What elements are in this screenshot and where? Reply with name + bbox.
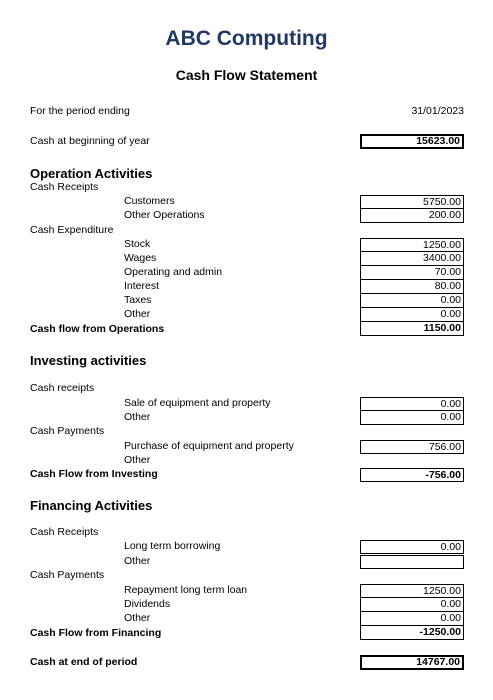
line-item-label: Other (124, 411, 151, 423)
line-item-label: Purchase of equipment and property (124, 440, 294, 452)
line-item-label: Other (124, 612, 151, 624)
company-name: ABC Computing (165, 27, 328, 50)
line-item-value: 0.00 (360, 540, 464, 554)
line-item-value: 0.00 (360, 411, 464, 425)
line-item-label: Other (124, 555, 151, 567)
period-label: For the period ending (30, 105, 130, 117)
line-item-value: 0.00 (360, 612, 464, 626)
financing-heading: Financing Activities (30, 498, 153, 513)
investing-payments-label: Cash Payments (30, 425, 105, 437)
line-item-value: 80.00 (360, 280, 464, 294)
operations-receipts-label: Cash Receipts (30, 181, 99, 193)
financing-total-label: Cash Flow from Financing (30, 627, 162, 639)
line-item-label: Customers (124, 195, 175, 207)
line-item-label: Repayment long term loan (124, 584, 248, 596)
closing-label: Cash at end of period (30, 656, 138, 668)
line-item-value: 1250.00 (360, 584, 464, 598)
financing-total-value: -1250.00 (360, 626, 464, 640)
operations-total-label: Cash flow from Operations (30, 323, 165, 335)
line-item-label: Dividends (124, 598, 171, 610)
investing-receipts-label: Cash receipts (30, 382, 95, 394)
period-value: 31/01/2023 (411, 105, 464, 117)
investing-heading: Investing activities (30, 353, 147, 368)
operations-heading: Operation Activities (30, 166, 153, 181)
opening-value: 15623.00 (360, 134, 464, 149)
closing-value: 14767.00 (360, 655, 464, 670)
financing-receipts-label: Cash Receipts (30, 526, 99, 538)
line-item-value: 756.00 (360, 440, 464, 454)
investing-total-value: -756.00 (360, 468, 464, 482)
line-item-label: Sale of equipment and property (124, 397, 271, 409)
line-item-label: Taxes (124, 294, 152, 306)
operations-expenditure-label: Cash Expenditure (30, 224, 114, 236)
investing-total-label: Cash Flow from Investing (30, 468, 158, 480)
line-item-label: Other Operations (124, 209, 205, 221)
operations-total-value: 1150.00 (360, 322, 464, 336)
line-item-value: 200.00 (360, 209, 464, 223)
line-item-value: 0.00 (360, 598, 464, 612)
line-item-label: Operating and admin (124, 266, 223, 278)
line-item-value: 0.00 (360, 308, 464, 322)
line-item-label: Wages (124, 252, 157, 264)
line-item-value: 70.00 (360, 266, 464, 280)
line-item-value: 0.00 (360, 294, 464, 308)
line-item-value (360, 555, 464, 569)
line-item-value: 5750.00 (360, 195, 464, 209)
financing-payments-label: Cash Payments (30, 569, 105, 581)
line-item-value: 1250.00 (360, 238, 464, 252)
line-item-label: Other (124, 454, 151, 466)
line-item-label: Other (124, 308, 151, 320)
opening-label: Cash at beginning of year (30, 135, 150, 147)
line-item-value: 3400.00 (360, 252, 464, 266)
statement-title: Cash Flow Statement (175, 67, 318, 83)
line-item-label: Stock (124, 238, 151, 250)
line-item-value: 0.00 (360, 397, 464, 411)
line-item-label: Interest (124, 280, 160, 292)
line-item-label: Long term borrowing (124, 540, 221, 552)
